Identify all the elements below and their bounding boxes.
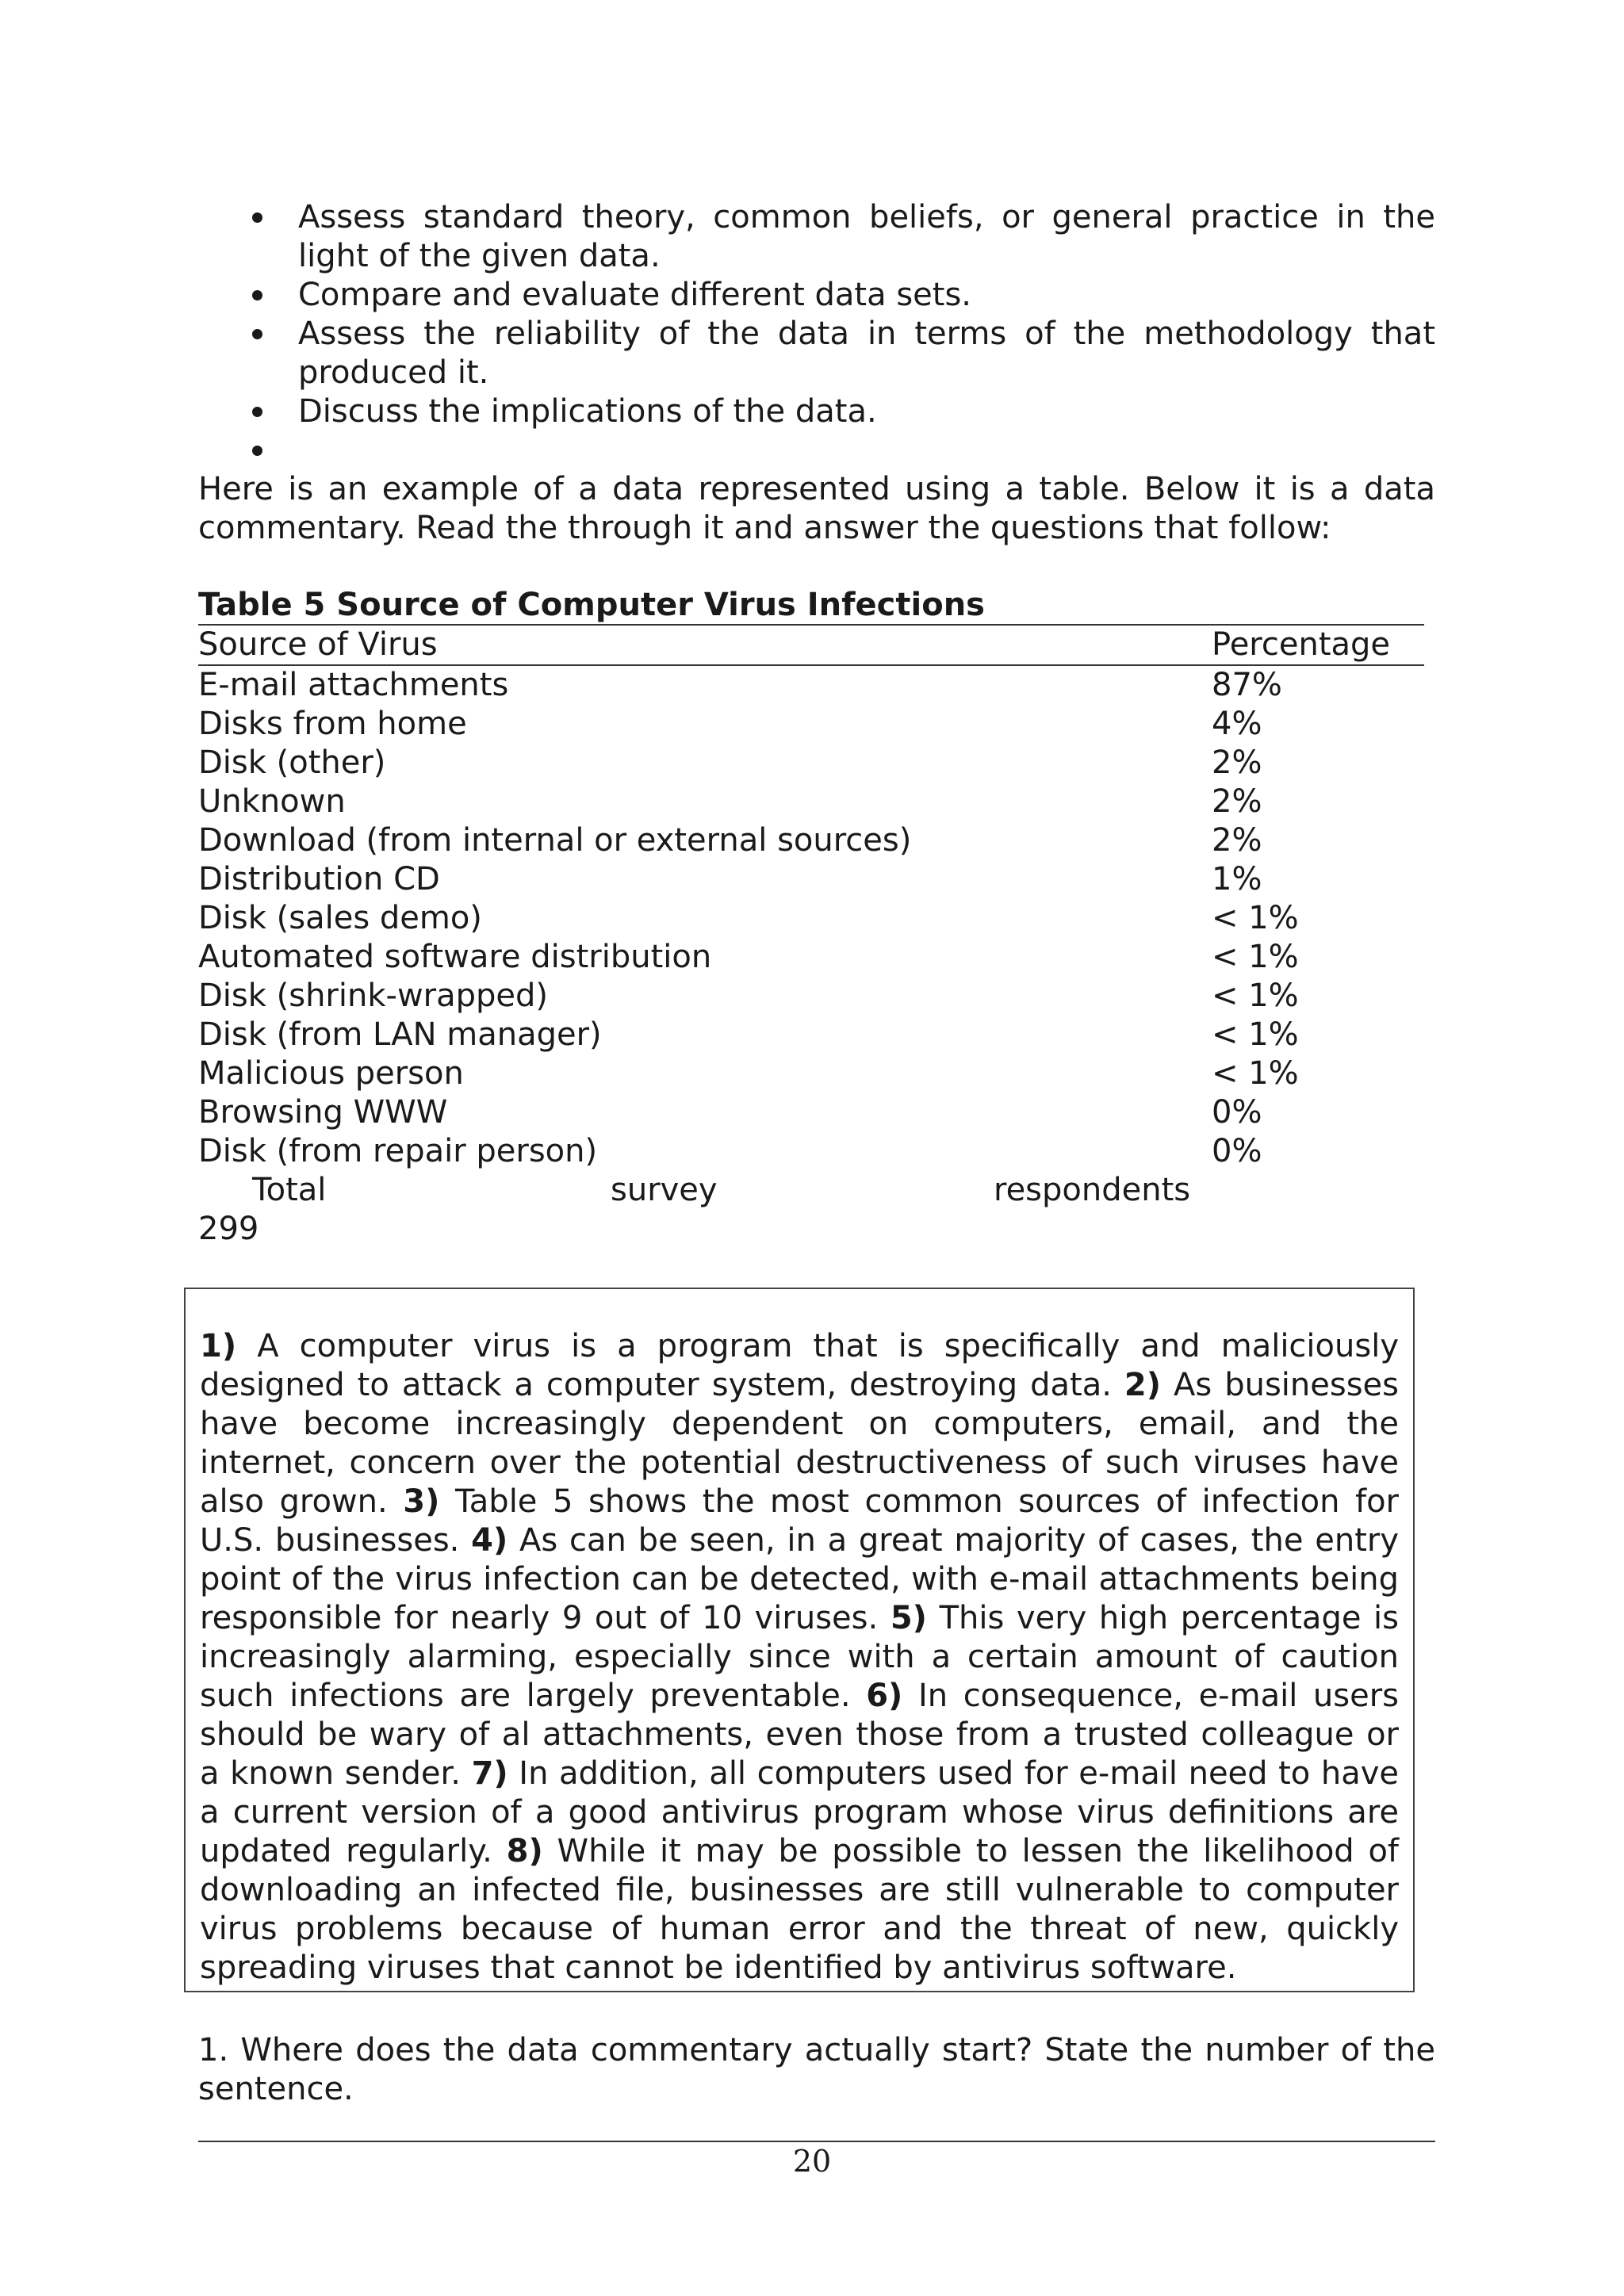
sentence-text: A computer virus is a program that is specifically and maliciously designed to attack a computer system, destroying data. (200, 1328, 1399, 1403)
bullet-dot-icon (252, 407, 262, 417)
table-header-row (198, 626, 1424, 665)
total-respondents-value: 299 (198, 1211, 259, 1247)
sentence-text: Table 5 shows the most common sources of infection for U.S. businesses. (200, 1483, 1399, 1559)
commentary-paragraph (200, 1327, 1399, 1988)
table-row: Malicious person < 1% (198, 1055, 1299, 1092)
table-row: Disk (other) 2% (198, 744, 1262, 781)
table-row: Unknown 2% (198, 783, 1262, 820)
virus-source-table (198, 626, 1424, 1171)
bullet-list (198, 198, 1435, 470)
total-respondents-row (198, 1171, 1424, 1210)
sentence-text: While it may be possible to lessen the likelihood of downloading an infected file, businesses are still vulnerable to computer virus problems because of human error and the threat of new, quickly spreading viruses that cannot be identified by antivirus software. (200, 1833, 1400, 1986)
table-row: Disk (shrink-wrapped) < 1% (198, 978, 1299, 1014)
bullet-item: Assess standard theory, common beliefs, or general practice in the light of the given data. (198, 198, 1435, 276)
respondents-word: respondents (994, 1172, 1191, 1208)
sentence-number: 8) (506, 1833, 543, 1869)
sentence-text: As businesses have become increasingly dependent on computers, email, and the internet, concern over the potential destructiveness of such viruses have also grown. (200, 1367, 1400, 1520)
bullet-dot-icon (252, 212, 262, 223)
table-row: Distribution CD 1% (198, 861, 1262, 897)
bullet-dot-icon (252, 329, 262, 339)
bullet-dot-icon (252, 446, 262, 456)
bullet-item-empty (198, 431, 1435, 470)
sentence-number: 4) (471, 1522, 508, 1559)
table-row: Automated software distribution < 1% (198, 939, 1299, 975)
page-number: 20 (792, 2144, 832, 2179)
question-1: 1. Where does the data commentary actually start? State the number of the sentence. (198, 2032, 1435, 2107)
sentence-number: 7) (471, 1755, 508, 1792)
data-commentary-box (184, 1288, 1415, 1992)
sentence-text: As can be seen, in a great majority of cases, the entry point of the virus infection can be detected, with e-mail attachments being responsible for nearly 9 out of 10 viruses. (200, 1522, 1399, 1636)
table-row: Download (from internal or external sources) 2% (198, 822, 1262, 859)
sentence-number: 6) (866, 1678, 903, 1714)
bullet-dot-icon (252, 290, 262, 300)
header-percentage: Percentage (1212, 626, 1424, 665)
sentence-number: 1) (200, 1328, 237, 1364)
table-row: Disk (from repair person) 0% (198, 1133, 1262, 1169)
table-caption: Table 5 Source of Computer Virus Infections (198, 587, 1424, 626)
bullet-item: Assess the reliability of the data in terms of the methodology that produced it. (198, 315, 1435, 392)
sentence-number: 3) (403, 1483, 440, 1520)
bullet-item: Discuss the implications of the data. (198, 392, 1435, 431)
table-row: Disk (sales demo) < 1% (198, 900, 1299, 936)
header-source: Source of Virus (198, 626, 1212, 665)
bullet-item: Compare and evaluate different data sets. (198, 276, 1435, 315)
table-row: Disk (from LAN manager) < 1% (198, 1016, 1299, 1053)
table-row: Disks from home 4% (198, 706, 1262, 742)
sentence-number: 2) (1124, 1367, 1162, 1403)
table-row: E-mail attachments 87% (198, 667, 1282, 703)
total-word: Total (252, 1172, 327, 1208)
sentence-text: In consequence, e-mail users should be wary of al attachments, even those from a trusted colleague or a known sender. (200, 1678, 1400, 1792)
intro-paragraph: Here is an example of a data represented using a table. Below it is a data commentary. Read the through it and answer the questions that follow: (198, 471, 1435, 546)
survey-word: survey (611, 1172, 718, 1208)
sentence-number: 5) (890, 1600, 927, 1636)
sentence-text: This very high percentage is increasingly alarming, especially since with a certain amount of caution such infections are largely preventable. (200, 1600, 1400, 1714)
document-page (198, 198, 1435, 2142)
table-row: Browsing WWW 0% (198, 1094, 1262, 1131)
sentence-text: In addition, all computers used for e-mail need to have a current version of a good antivirus program whose virus definitions are updated regularly. (200, 1755, 1399, 1869)
